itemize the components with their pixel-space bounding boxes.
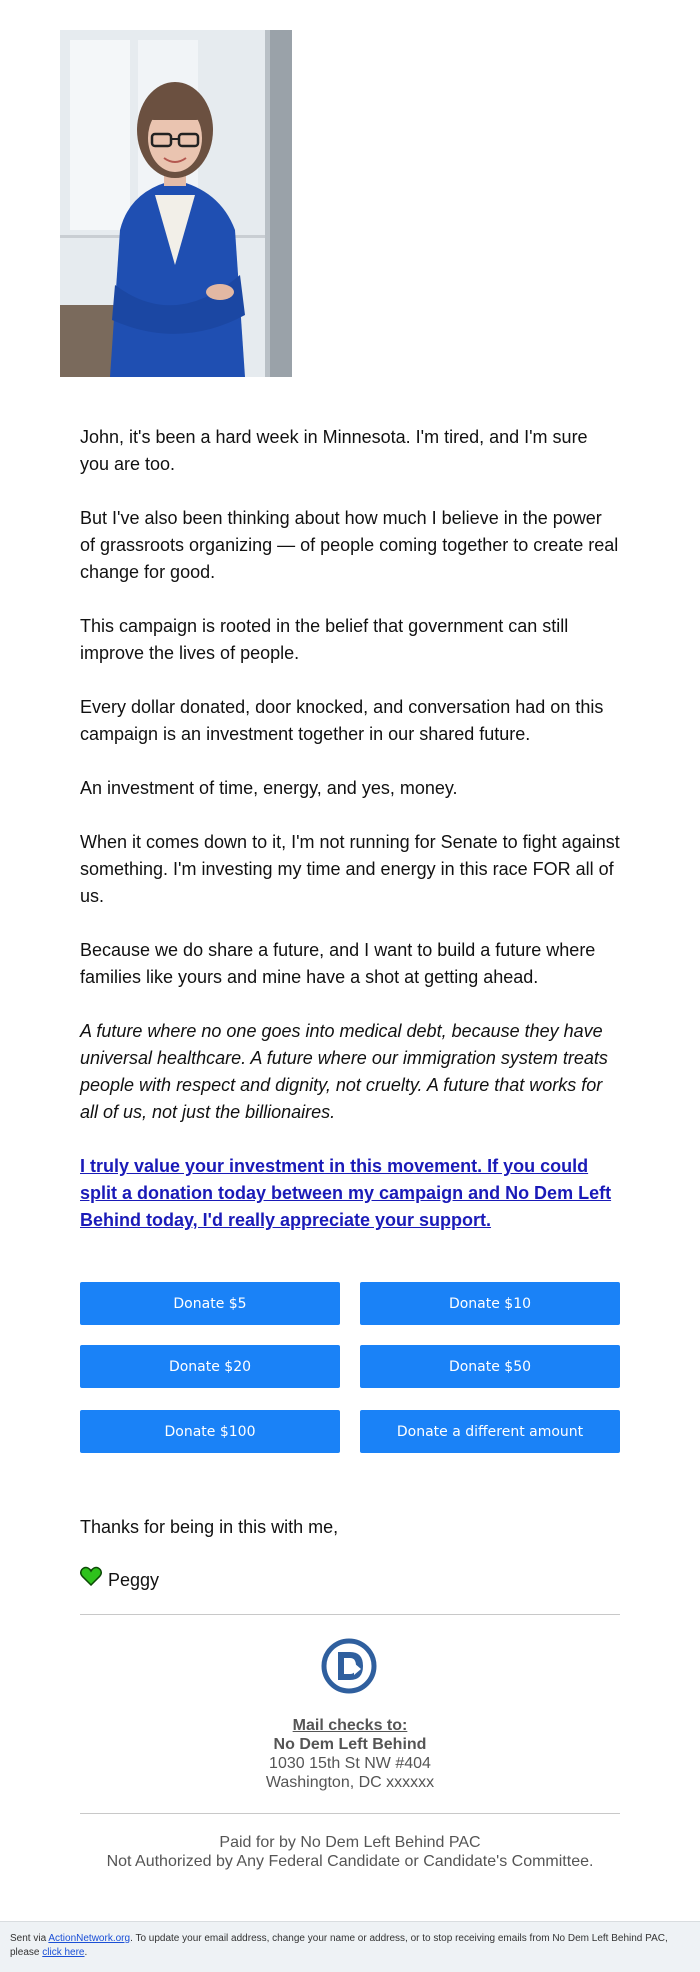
candidate-photo <box>60 30 292 377</box>
donation-cta-link[interactable]: I truly value your investment in this movement. If you could split a donation today between my campaign and No Dem Left Behind today, I'd really appreciate your support. <box>80 1156 612 1230</box>
signature <box>80 1566 159 1594</box>
mail-org-name: No Dem Left Behind <box>273 1736 427 1753</box>
donate-other-amount-button[interactable]: Donate a different amount <box>360 1410 620 1453</box>
divider <box>80 1614 620 1615</box>
sent-via-prefix: Sent via <box>10 1933 49 1944</box>
paragraph-italic: A future where no one goes into medical debt, because they have universal healthcare. A future where our immigration system treats people with respect and dignity, not cruelty. A future that works for all of us, not just the billionaires. <box>80 1021 608 1122</box>
address-line-2: Washington, DC xxxxxx <box>265 1774 435 1791</box>
paragraph: An investment of time, energy, and yes, money. <box>80 778 458 798</box>
paragraph: John, it's been a hard week in Minnesota. I'm tired, and I'm sure you are too. <box>80 427 588 474</box>
donate-20-button[interactable]: Donate $20 <box>80 1345 340 1388</box>
paid-for-line: Paid for by No Dem Left Behind PAC <box>219 1834 481 1851</box>
actionnetwork-link[interactable]: ActionNetwork.org <box>48 1933 131 1944</box>
not-authorized-line: Not Authorized by Any Federal Candidate or Candidate's Committee. <box>106 1853 594 1870</box>
donate-10-button[interactable]: Donate $10 <box>360 1282 620 1325</box>
paragraph: Every dollar donated, door knocked, and conversation had on this campaign is an investment together in our shared future. <box>80 697 604 744</box>
no-dem-left-behind-logo <box>321 1638 377 1694</box>
donate-100-button[interactable]: Donate $100 <box>80 1410 340 1453</box>
donate-50-button[interactable]: Donate $50 <box>360 1345 620 1388</box>
address-line-1: 1030 15th St NW #404 <box>269 1755 431 1772</box>
disclaimer-block <box>80 1833 620 1871</box>
closing-line: Thanks for being in this with me, <box>80 1517 339 1537</box>
paragraph: Because we do share a future, and I want to build a future where families like yours and mine have a shot at getting ahead. <box>80 940 596 987</box>
sent-via-bar <box>0 1921 700 1972</box>
donate-5-button[interactable]: Donate $5 <box>80 1282 340 1325</box>
paragraph: But I've also been thinking about how much I believe in the power of grassroots organizing — of people coming together to create real change for good. <box>80 508 619 582</box>
unsubscribe-link[interactable]: click here <box>42 1947 85 1958</box>
signature-name: Peggy <box>108 1570 160 1590</box>
paragraph: When it comes down to it, I'm not running for Senate to fight against something. I'm investing my time and energy in this race FOR all of us. <box>80 832 620 906</box>
sent-via-suffix: . <box>84 1947 88 1958</box>
sent-via-text: . To update your email address, change your name or address, or to stop receiving emails from No Dem Left Behind PAC, please <box>10 1933 668 1958</box>
divider <box>80 1813 620 1814</box>
paragraph: This campaign is rooted in the belief that government can still improve the lives of people. <box>80 616 569 663</box>
email-body <box>80 424 620 1234</box>
green-heart-icon <box>80 1566 108 1594</box>
mail-checks-heading: Mail checks to: <box>292 1717 408 1734</box>
mail-checks-block <box>80 1716 620 1792</box>
